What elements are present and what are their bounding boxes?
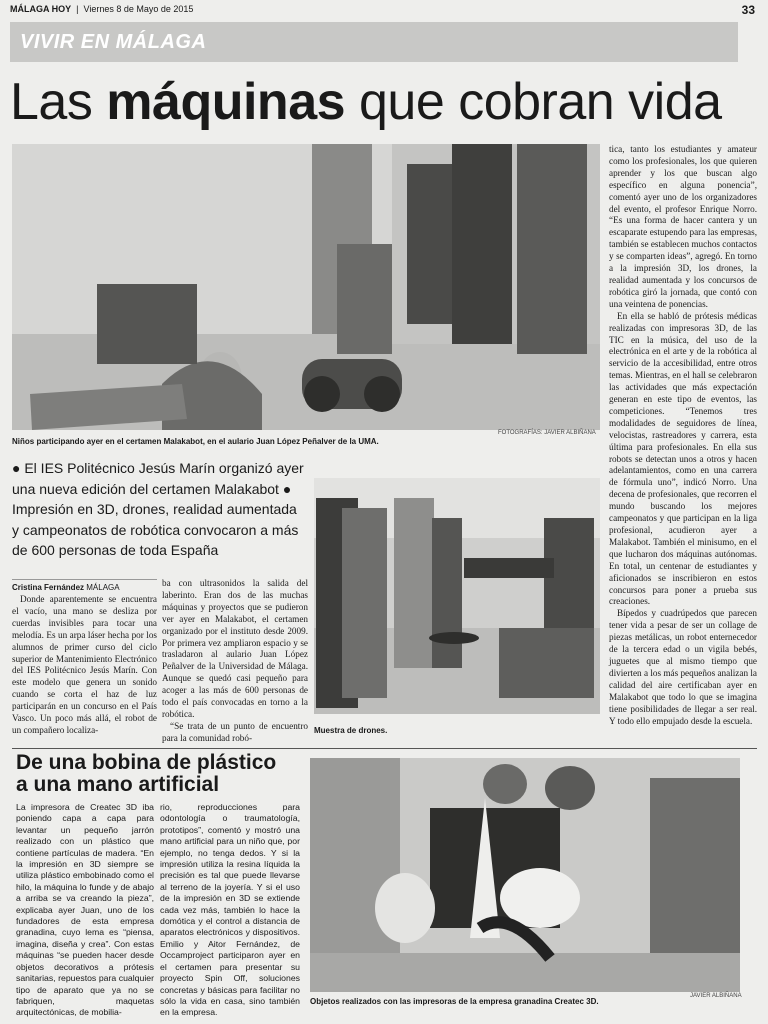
section-divider: [12, 748, 757, 749]
robot-icon: [304, 376, 340, 412]
article-col-1: [12, 594, 157, 746]
headline-part1: Las: [10, 73, 93, 131]
drones-photo-caption: Muestra de drones.: [314, 726, 388, 735]
top-photo-caption: Niños participando ayer en el certamen Malakabot, en el aulario Juan López Peñalver de la UMA.: [12, 437, 379, 446]
page-number: 33: [741, 3, 755, 17]
headline: [10, 72, 750, 132]
headline-bold: máquinas: [106, 73, 346, 131]
article-col-3c-text: Bípedos y cuadrúpedos que parecen tener vida a pesar de ser un collage de piezas metálicas, un robot enternecedor de la tercera edad o un vigila bebés, juguetes que al mismo tiempo que divierten a los más pequeños analizan la calidad del aire certificaban ayer en Malakabot que todo lo que se imagina tiene posibilidades de llegar a ser real. Y todo ello empujado desde la escuela.: [609, 608, 757, 726]
printer-photo-caption: Objetos realizados con las impresoras de la empresa granadina Createc 3D.: [310, 997, 599, 1006]
3d-printer-icon: [310, 758, 400, 968]
lead-paragraph: ● El IES Politécnico Jesús Marín organizó ayer una nueva edición del certamen Malakabot ● Impresión en 3D, drones, realidad aumentada y campeonatos de robótica convocaron a más de 600 personas de toda España: [12, 460, 304, 558]
author: Cristina Fernández: [12, 583, 85, 592]
sidebar-col-1-text: La impresora de Createc 3D iba poniendo capa a capa para levantar un pequeño jarrón realizado con un plástico que contiene partículas de madera. “En la impresión en 3D siempre se utiliza plástico embobinado como el hilo, la máquina lo funde y de abajo a arriba se va creando la pieza”, explicaba ayer Juan, uno de los fundadores de esta empresa granadina, cuyo lema es “piensa, imagina, diseña y crea”. Con estas máquinas “se pueden hacer desde objetos decorativos a prótesis sanitarias, repuestos para cualquier tipo de aparato que ya no se fabriquen, maquetas arquitectónicas, de mobilia-: [16, 802, 154, 1018]
byline-city: MÁLAGA: [86, 583, 120, 592]
printer-photo: [310, 758, 740, 992]
article-col-2-text: ba con ultrasonidos la salida del laberinto. Eran dos de las muchas máquinas y proyectos que se pudieron ver ayer en Malakabot, el certamen organizado por el instituto desde 2009. Por primera vez ampliaron espacio y se trasladaron al aulario Juan López Peñalver de la Universidad de Málaga. Aunque se quedó casi pequeño para acoger a las más de 600 personas de todo el país convocadas en torno a la robótica.: [162, 578, 308, 719]
drone-icon: [464, 558, 554, 578]
drones-scene: [314, 478, 600, 714]
sidebar-col-1: [16, 802, 154, 1018]
drones-photo: [314, 478, 600, 714]
article-col-2b-text: “Se trata de un punto de encuentro para la comunidad robó-: [162, 720, 308, 743]
sidebar-col-2-text: rio, reproducciones para odontología o traumatología, prototipos”, comentó y mostró una mano artificial para un niño que, por ejemplo, no tenga dedos. Y si la impresión utiliza la resina líquida la precisión es tal que puede llevarse al terreno de la joyería. Y si el uso de la impresión en 3D se extiende cada vez más, también lo hace la domótica y el control a distancia de aparatos electrónicos y dispositivos. Emilio y Aitor Fernández, de Occamproject participaron ayer en el certamen para presentar su proyecto Spin Off, soluciones concretas y básicas para facilitar no sólo la vida en casa, sino también en la empresa.: [160, 802, 300, 1018]
article-col-3b-text: En ella se habló de prótesis médicas realizadas con impresoras 3D, de las TIC en la música, del uso de la electrónica en el arte y de la robótica al servicio de la accesibilidad, entre otros temas. Mientras, en el hall se celebraron las actividades que más expectación generan en este tipo de eventos, las competiciones. “Tenemos tres modalidades de seguidores de línea, velocistas, rastreadores y carrera, esta última para profesionales. En ella sus robots se detectan unos a otros y hacen adelantamientos, como en una carrera de fórmula uno”, indicó Norro. Una decena de profesionales, que recorren el mundo buscando los mejores campeonatos y que participan en la liga profesional, acudieron ayer a Malakabot. También el minisumo, en el que lucharon dos máquinas autónomas. En total, un centenar de estudiantes y aficionados se inscribieron en estos concursos para poner a prueba sus creaciones.: [609, 310, 757, 607]
section-title: VIVIR EN MÁLAGA: [20, 31, 207, 53]
section-bar: [10, 22, 738, 62]
sidebar-col-2: [160, 802, 300, 1018]
sidebar-title: De una bobina de plástico a una mano artificial: [16, 751, 277, 796]
publication-name: MÁLAGA HOY: [10, 4, 72, 14]
top-photo: [12, 144, 600, 430]
printer-photo-credit: JAVIER ALBIÑANA: [690, 993, 742, 999]
article-col-1-text: Donde aparentemente se encuentra el vacío, una mano se desliza por cuerdas invisibles para tocar una melodía. Es un arpa láser hecha por los alumnos de primer curso del ciclo superior de Mantenimiento Electrónico del IES Politécnico Jesús Marín. Con este modelo que genera un sonido cuando se corta el haz de luz participarán en un concurso en el País Vasco. Un poco más allá, el robot de un compañero localiza-: [12, 594, 157, 735]
kids-robot-scene: [12, 144, 600, 430]
issue-date: Viernes 8 de Mayo de 2015: [83, 4, 194, 14]
masthead: MÁLAGA HOY | Viernes 8 de Mayo de 2015 33: [10, 3, 755, 17]
byline: [12, 579, 157, 592]
article-col-3: [609, 144, 757, 750]
headline-part2: que cobran vida: [358, 73, 722, 131]
3d-printer-scene: [310, 758, 740, 992]
top-photo-credit: FOTOGRAFÍAS: JAVIER ALBIÑANA: [498, 430, 596, 436]
article-col-3a-text: tica, tanto los estudiantes y amateur como los profesionales, los que quieren aprender y los que buscan algo específico en alguna ponencia”, comentó ayer uno de los organizadores del evento, el profesor Enrique Norro. “Es una forma de hacer cantera y un escaparate estupendo para las empresas, también se establecen muchos contactos y se comparten ideas”, agregó. En torno a la impresión 3D, los drones, la realidad aumentada y los concursos de robótica giró la jornada, que contó con una veintena de ponencias.: [609, 144, 757, 309]
article-col-2: [162, 578, 308, 746]
